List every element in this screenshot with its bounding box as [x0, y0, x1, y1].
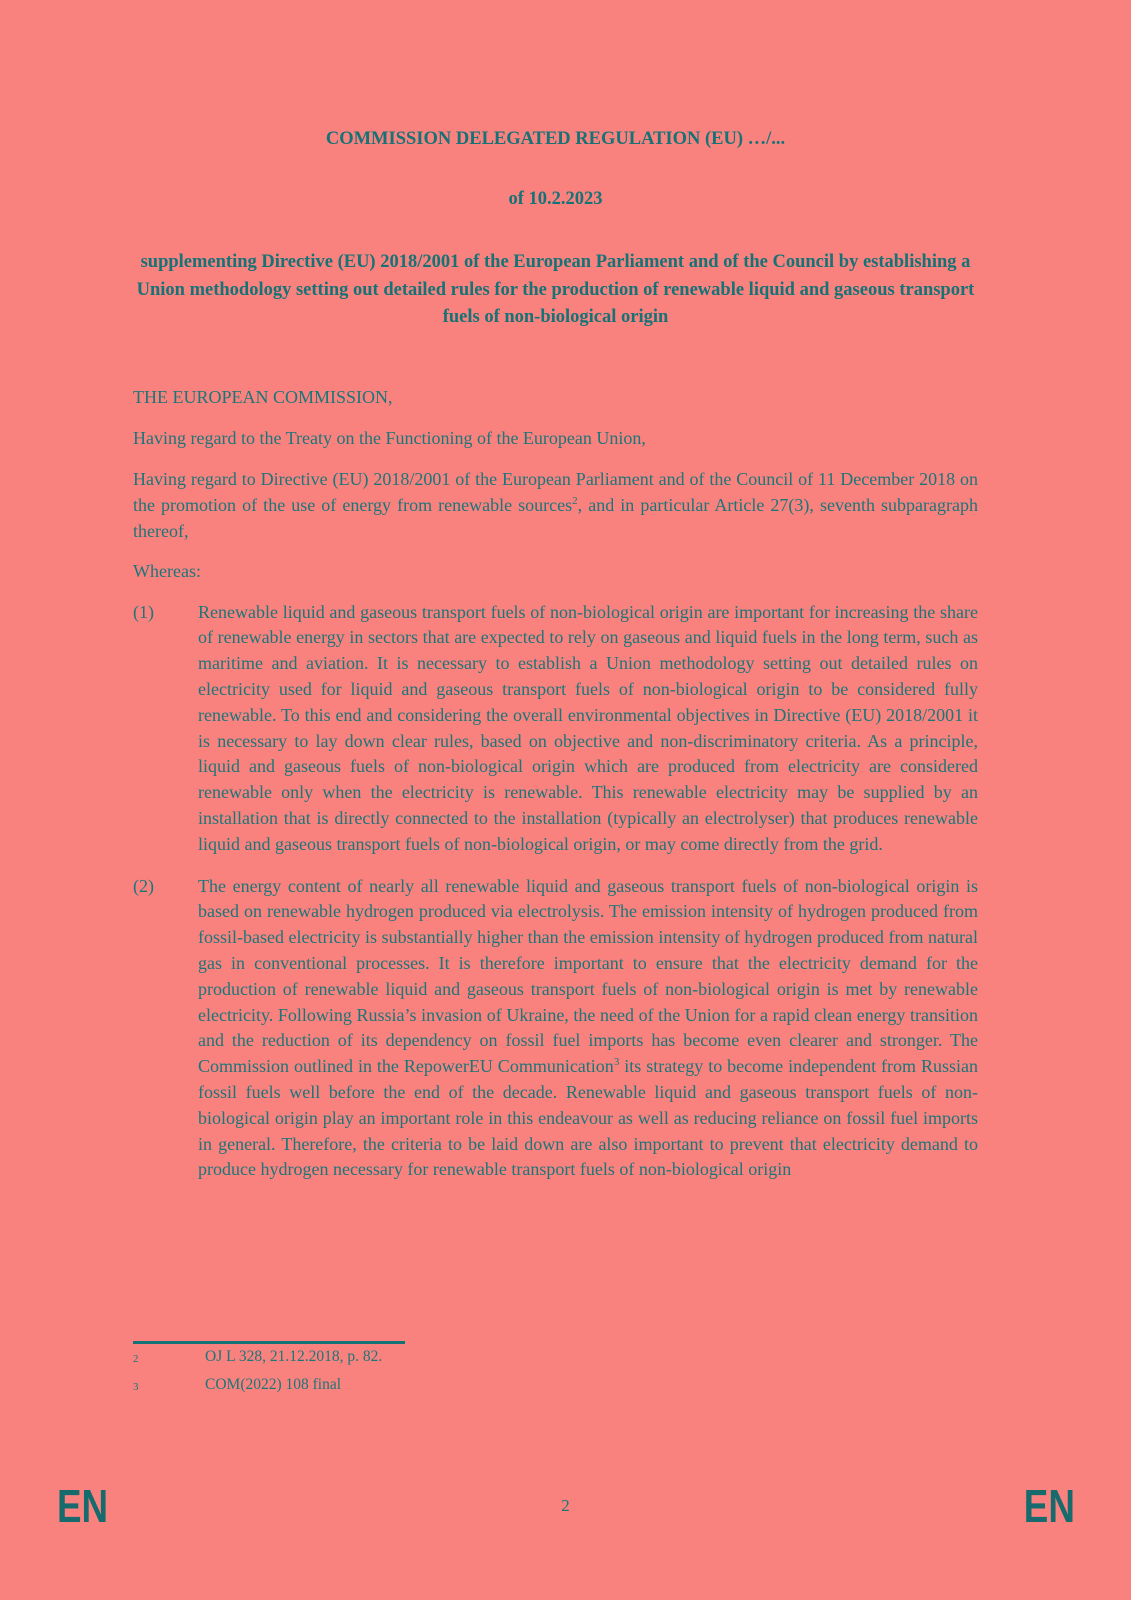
recital-2-text-pre: The energy content of nearly all renewable liquid and gaseous transport fuels of non-biological origin is based on renewable hydrogen produced via electrolysis. The emission intensity of hydrogen produced from fossil-based electricity is substantially higher than the emission intensity of hydrogen produced from natural gas in conventional processes. It is therefore important to ensure that the electricity demand for the production of renewable liquid and gaseous transport fuels of non-biological origin is met by renewable electricity. Following Russia’s invasion of Ukraine, the need of the Union for a rapid clean energy transition and the reduction of its dependency on fossil fuel imports has become even clearer and stronger. The Commission outlined in the RepowerEU Communication	[198, 875, 978, 1077]
citation-directive	[133, 467, 978, 544]
footnote-3-text: COM(2022) 108 final	[205, 1376, 342, 1393]
footnote-ref-2: 2	[572, 495, 578, 508]
footnote-2-marker: 2	[133, 1353, 139, 1365]
opening-line: THE EUROPEAN COMMISSION,	[133, 386, 393, 407]
recital-1-text: Renewable liquid and gaseous transport fuels of non-biological origin are important for increasing the share of renewable energy in sectors that are expected to rely on gaseous and liquid fuels in the long term, such as maritime and aviation. It is necessary to establish a Union methodology setting out detailed rules on electricity used for liquid and gaseous transport fuels of non-biological origin to be considered fully renewable. To this end and considering the overall environmental objectives in Directive (EU) 2018/2001 it is necessary to lay down clear rules, based on objective and non-discriminatory criteria. As a principle, liquid and gaseous fuels of non-biological origin which are produced from electricity are considered renewable only when the electricity is renewable. This renewable electricity may be supplied by an installation that is directly connected to the installation (typically an electrolyser) that produces renewable liquid and gaseous transport fuels of non-biological origin, or may come directly from the grid.	[198, 601, 978, 854]
document-date: of 10.2.2023	[508, 189, 603, 209]
recital-1-number: (1)	[133, 601, 154, 622]
footnote-2-text: OJ L 328, 21.12.2018, p. 82.	[205, 1348, 383, 1365]
footnote-2	[133, 1344, 978, 1372]
document-subject: supplementing Directive (EU) 2018/2001 of the European Parliament and of the Council by establishing a Union methodology setting out detailed rules for the production of renewable liquid and gaseous transport fuels of non-biological origin	[136, 252, 975, 327]
recital-2	[133, 874, 978, 1184]
citation-directive-text-cont: , and in particular Article 27(3), seventh subparagraph thereof,	[133, 495, 978, 541]
footnote-3	[133, 1372, 978, 1400]
document-title: COMMISSION DELEGATED REGULATION (EU) …/...	[325, 129, 786, 149]
recital-2-number: (2)	[133, 875, 154, 896]
recital-2-text	[198, 874, 978, 1184]
footnotes-section	[133, 1341, 978, 1400]
recital-2-text-post: its strategy to become independent from Russian fossil fuels well before the end of the decade. Renewable liquid and gaseous transport fuels of non-biological origin play an important role in this endeavour as well as reducing reliance on fossil fuel imports in general. Therefore, the criteria to be laid down are also important to prevent that electricity demand to produce hydrogen necessary for renewable transport fuels of non-biological origin	[198, 1056, 979, 1180]
whereas-line: Whereas:	[133, 560, 201, 581]
footnote-ref-3: 3	[613, 1056, 620, 1069]
document-content	[133, 128, 978, 1183]
citation-directive-text: Having regard to Directive (EU) 2018/2001 of the European Parliament and of the Council of 11 December 2018 on the promotion of the use of energy from renewable sources	[133, 469, 978, 516]
language-code-left: EN	[57, 1480, 109, 1532]
page-number: 2	[561, 1496, 570, 1515]
recital-1	[133, 600, 978, 858]
footnote-3-marker: 3	[133, 1381, 139, 1393]
citation-treaty: Having regard to the Treaty on the Functioning of the European Union,	[133, 427, 646, 448]
language-code-right: EN	[1023, 1480, 1075, 1532]
